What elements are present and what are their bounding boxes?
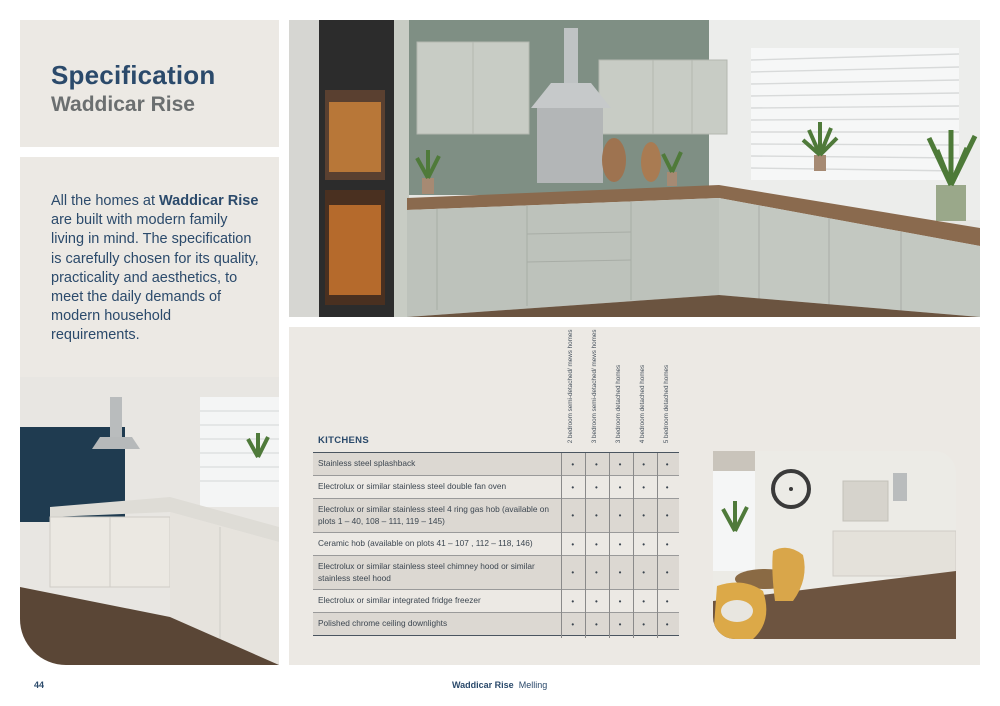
availability-dot: • (655, 499, 679, 533)
availability-dot: • (608, 476, 632, 499)
column-header (586, 329, 600, 443)
table-row (313, 613, 679, 636)
availability-dot: • (608, 556, 632, 590)
availability-dot: • (561, 590, 585, 613)
availability-dot: • (585, 453, 609, 476)
availability-dot: • (632, 499, 656, 533)
table-row (313, 476, 679, 499)
kitchen-illustration (289, 20, 980, 317)
column-header (562, 329, 576, 443)
availability-dot: • (632, 590, 656, 613)
column-divider (585, 453, 586, 638)
row-label: Electrolux or similar stainless steel 4 ring gas hob (available on plots 1 – 40, 108 – 111, 119 – 145) (313, 499, 561, 533)
column-divider (561, 453, 562, 638)
availability-dot: • (632, 453, 656, 476)
availability-dot: • (608, 533, 632, 556)
intro-text-start: All the homes at (51, 193, 159, 209)
kitchen-photo-main (289, 20, 980, 317)
table-row (313, 590, 679, 613)
column-divider (609, 453, 610, 638)
row-label: Electrolux or similar integrated fridge freezer (313, 590, 561, 613)
row-label: Stainless steel splashback (313, 453, 561, 476)
availability-dot: • (561, 453, 585, 476)
row-label: Electrolux or similar stainless steel double fan oven (313, 476, 561, 499)
table-row (313, 499, 679, 533)
availability-dot: • (561, 556, 585, 590)
living-area-photo (713, 451, 956, 639)
availability-dot: • (655, 613, 679, 636)
availability-dot: • (608, 590, 632, 613)
intro-text-end: are built with modern family living in mind. The specification is carefully chosen for its quality, practicality and aesthetics, to meet the daily demands of modern household requirements. (51, 212, 259, 344)
table-row (313, 453, 679, 476)
availability-dot: • (655, 453, 679, 476)
table-row (313, 556, 679, 590)
page-number: 44 (34, 680, 45, 690)
kitchen-specification-table (313, 452, 679, 636)
availability-dot: • (632, 613, 656, 636)
availability-dot: • (655, 556, 679, 590)
intro-paragraph (51, 192, 261, 346)
column-header-label: 2 bedroom semi-detached/ mews homes (566, 329, 574, 443)
footer-location: Melling (518, 680, 548, 690)
availability-dot: • (608, 613, 632, 636)
row-label: Ceramic hob (available on plots 41 – 107 , 112 – 118, 146) (313, 533, 561, 556)
availability-dot: • (585, 613, 609, 636)
table-row (313, 533, 679, 556)
kitchen-photo-secondary (20, 377, 279, 665)
column-header-label: 3 bedroom semi-detached/ mews homes (590, 329, 598, 443)
availability-dot: • (561, 533, 585, 556)
living-area-illustration (713, 451, 956, 639)
column-header-label: 4 bedroom detached homes (638, 364, 646, 443)
intro-development-name: Waddicar Rise (159, 193, 259, 209)
availability-dot: • (632, 476, 656, 499)
availability-dot: • (585, 533, 609, 556)
availability-dot: • (585, 499, 609, 533)
row-label: Electrolux or similar stainless steel chimney hood or similar stainless steel hood (313, 556, 561, 590)
intro-panel (20, 157, 279, 377)
page-title: Specification (51, 60, 216, 90)
footer-development (452, 680, 547, 690)
availability-dot: • (655, 590, 679, 613)
column-header-label: 3 bedroom detached homes (614, 364, 622, 443)
footer-development-name: Waddicar Rise (452, 680, 514, 690)
availability-dot: • (632, 556, 656, 590)
availability-dot: • (585, 590, 609, 613)
availability-dot: • (655, 476, 679, 499)
kitchens-heading: KITCHENS (318, 435, 369, 446)
availability-dot: • (608, 499, 632, 533)
page-subtitle: Waddicar Rise (51, 93, 195, 116)
column-divider (657, 453, 658, 638)
kitchen-secondary-illustration (20, 377, 279, 665)
column-header (634, 353, 648, 443)
column-header (610, 353, 624, 443)
availability-dot: • (655, 533, 679, 556)
availability-dot: • (585, 556, 609, 590)
title-panel (20, 20, 279, 147)
availability-dot: • (561, 499, 585, 533)
column-header (658, 353, 672, 443)
availability-dot: • (585, 476, 609, 499)
column-divider (633, 453, 634, 638)
column-header-label: 5 bedroom detached homes (662, 364, 670, 443)
row-label: Polished chrome ceiling downlights (313, 613, 561, 636)
availability-dot: • (561, 476, 585, 499)
availability-dot: • (608, 453, 632, 476)
availability-dot: • (632, 533, 656, 556)
availability-dot: • (561, 613, 585, 636)
